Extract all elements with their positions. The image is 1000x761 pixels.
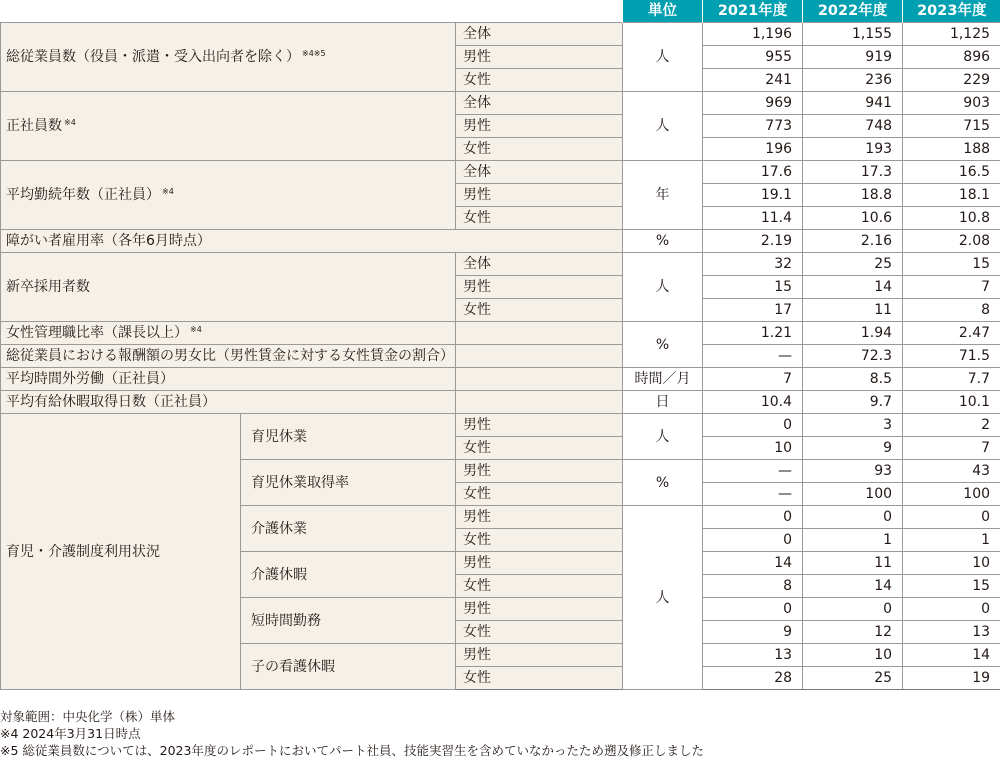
value-cell: 93 bbox=[803, 460, 903, 483]
row-label-pay-ratio: 総従業員における報酬額の男女比（男性賃金に対する女性賃金の割合） bbox=[1, 345, 456, 368]
gender-label: 男性 bbox=[456, 184, 623, 207]
row-label-overtime: 平均時間外労働（正社員） bbox=[1, 368, 456, 391]
unit-cell: 人 bbox=[623, 23, 703, 92]
gender-label: 男性 bbox=[456, 552, 623, 575]
value-cell: 2.47 bbox=[903, 322, 1000, 345]
gender-label: 男性 bbox=[456, 644, 623, 667]
table-row bbox=[1, 322, 1000, 345]
value-cell: 11 bbox=[803, 552, 903, 575]
value-cell: 3 bbox=[803, 414, 903, 437]
value-cell: 941 bbox=[803, 92, 903, 115]
table-row bbox=[1, 92, 1000, 115]
value-cell: 1,155 bbox=[803, 23, 903, 46]
unit-cell: % bbox=[623, 322, 703, 368]
value-cell: 9 bbox=[803, 437, 903, 460]
unit-cell: % bbox=[623, 230, 703, 253]
gender-label: 女性 bbox=[456, 621, 623, 644]
table-row bbox=[1, 253, 1000, 276]
gender-label: 女性 bbox=[456, 437, 623, 460]
gender-label: 全体 bbox=[456, 161, 623, 184]
table-row bbox=[1, 345, 1000, 368]
gender-label: 男性 bbox=[456, 460, 623, 483]
row-label-employees bbox=[1, 23, 456, 92]
value-cell: 15 bbox=[903, 575, 1000, 598]
label-text: 平均勤続年数（正社員） bbox=[6, 187, 160, 203]
value-cell: 43 bbox=[903, 460, 1000, 483]
empty-cell bbox=[456, 368, 623, 391]
value-cell: — bbox=[703, 483, 803, 506]
value-cell: 100 bbox=[903, 483, 1000, 506]
value-cell: 18.1 bbox=[903, 184, 1000, 207]
value-cell: 71.5 bbox=[903, 345, 1000, 368]
value-cell: 18.8 bbox=[803, 184, 903, 207]
gender-label: 男性 bbox=[456, 276, 623, 299]
unit-cell: 時間／月 bbox=[623, 368, 703, 391]
empty-cell bbox=[456, 345, 623, 368]
value-cell: 2.08 bbox=[903, 230, 1000, 253]
value-cell: 10.4 bbox=[703, 391, 803, 414]
gender-label: 女性 bbox=[456, 138, 623, 161]
value-cell: 0 bbox=[703, 529, 803, 552]
value-cell: 25 bbox=[803, 667, 903, 690]
value-cell: 773 bbox=[703, 115, 803, 138]
table-row bbox=[1, 391, 1000, 414]
value-cell: 25 bbox=[803, 253, 903, 276]
value-cell: 19.1 bbox=[703, 184, 803, 207]
row-label-regular bbox=[1, 92, 456, 161]
value-cell: 748 bbox=[803, 115, 903, 138]
value-cell: 7 bbox=[703, 368, 803, 391]
value-cell: 903 bbox=[903, 92, 1000, 115]
unit-cell: 人 bbox=[623, 92, 703, 161]
value-cell: 32 bbox=[703, 253, 803, 276]
header-blank bbox=[1, 0, 623, 23]
empty-cell bbox=[456, 322, 623, 345]
value-cell: 0 bbox=[803, 598, 903, 621]
gender-label: 女性 bbox=[456, 69, 623, 92]
header-row bbox=[1, 0, 1000, 23]
unit-cell: 日 bbox=[623, 391, 703, 414]
table-row bbox=[1, 368, 1000, 391]
value-cell: 12 bbox=[803, 621, 903, 644]
unit-cell: 人 bbox=[623, 506, 703, 690]
value-cell: 196 bbox=[703, 138, 803, 161]
sublabel-short-hours: 短時間勤務 bbox=[241, 598, 456, 644]
gender-label: 女性 bbox=[456, 483, 623, 506]
unit-cell: 人 bbox=[623, 414, 703, 460]
value-cell: 8 bbox=[903, 299, 1000, 322]
footnote-scope: 対象範囲：中央化学（株）単体 bbox=[0, 709, 176, 724]
value-cell: 9 bbox=[703, 621, 803, 644]
value-cell: 10.8 bbox=[903, 207, 1000, 230]
sublabel-parental-rate: 育児休業取得率 bbox=[241, 460, 456, 506]
value-cell: 7 bbox=[903, 437, 1000, 460]
value-cell: 8.5 bbox=[803, 368, 903, 391]
value-cell: 919 bbox=[803, 46, 903, 69]
row-label-women-mgr bbox=[1, 322, 456, 345]
gender-label: 全体 bbox=[456, 23, 623, 46]
header-year-2022: 2022年度 bbox=[803, 0, 903, 23]
gender-label: 女性 bbox=[456, 299, 623, 322]
table-row bbox=[1, 23, 1000, 46]
value-cell: 10 bbox=[903, 552, 1000, 575]
value-cell: 715 bbox=[903, 115, 1000, 138]
gender-label: 女性 bbox=[456, 529, 623, 552]
value-cell: 17.6 bbox=[703, 161, 803, 184]
sublabel-care-days: 介護休暇 bbox=[241, 552, 456, 598]
unit-cell: 年 bbox=[623, 161, 703, 230]
value-cell: 15 bbox=[903, 253, 1000, 276]
row-label-childcare: 育児・介護制度利用状況 bbox=[1, 414, 241, 690]
header-year-2023: 2023年度 bbox=[903, 0, 1000, 23]
value-cell: 14 bbox=[803, 276, 903, 299]
value-cell: 17 bbox=[703, 299, 803, 322]
footnote-mark: ※4 bbox=[190, 325, 202, 334]
footnote-5: ※5 総従業員数については、2023年度のレポートにおいてパート社員、技能実習生を含めていなかったため遡及修正しました bbox=[0, 743, 704, 758]
value-cell: 11 bbox=[803, 299, 903, 322]
value-cell: 13 bbox=[903, 621, 1000, 644]
value-cell: 14 bbox=[703, 552, 803, 575]
gender-label: 男性 bbox=[456, 46, 623, 69]
value-cell: — bbox=[703, 345, 803, 368]
value-cell: 1.21 bbox=[703, 322, 803, 345]
value-cell: 955 bbox=[703, 46, 803, 69]
value-cell: 19 bbox=[903, 667, 1000, 690]
row-label-newgrad: 新卒採用者数 bbox=[1, 253, 456, 322]
value-cell: 2.16 bbox=[803, 230, 903, 253]
value-cell: 9.7 bbox=[803, 391, 903, 414]
value-cell: 1,196 bbox=[703, 23, 803, 46]
gender-label: 女性 bbox=[456, 667, 623, 690]
value-cell: 0 bbox=[703, 506, 803, 529]
label-text: 女性管理職比率（課長以上） bbox=[6, 325, 188, 341]
value-cell: 10 bbox=[703, 437, 803, 460]
gender-label: 女性 bbox=[456, 575, 623, 598]
value-cell: 0 bbox=[803, 506, 903, 529]
table-row bbox=[1, 161, 1000, 184]
empty-cell bbox=[456, 391, 623, 414]
value-cell: 1 bbox=[903, 529, 1000, 552]
value-cell: 0 bbox=[703, 598, 803, 621]
gender-label: 男性 bbox=[456, 506, 623, 529]
value-cell: 10.1 bbox=[903, 391, 1000, 414]
value-cell: 896 bbox=[903, 46, 1000, 69]
row-label-paid-leave: 平均有給休暇取得日数（正社員） bbox=[1, 391, 456, 414]
sublabel-care-leave: 介護休業 bbox=[241, 506, 456, 552]
value-cell: 2.19 bbox=[703, 230, 803, 253]
gender-label: 全体 bbox=[456, 253, 623, 276]
gender-label: 男性 bbox=[456, 414, 623, 437]
gender-label: 全体 bbox=[456, 92, 623, 115]
value-cell: 8 bbox=[703, 575, 803, 598]
header-year-2021: 2021年度 bbox=[703, 0, 803, 23]
unit-cell: 人 bbox=[623, 253, 703, 322]
value-cell: 10 bbox=[803, 644, 903, 667]
value-cell: 1,125 bbox=[903, 23, 1000, 46]
label-text: 正社員数 bbox=[6, 118, 62, 134]
table-row bbox=[1, 230, 1000, 253]
gender-label: 男性 bbox=[456, 115, 623, 138]
row-label-disability: 障がい者雇用率（各年6月時点） bbox=[1, 230, 623, 253]
value-cell: 100 bbox=[803, 483, 903, 506]
value-cell: 236 bbox=[803, 69, 903, 92]
value-cell: 0 bbox=[703, 414, 803, 437]
sublabel-sick-child: 子の看護休暇 bbox=[241, 644, 456, 690]
row-label-tenure bbox=[1, 161, 456, 230]
header-unit: 単位 bbox=[623, 0, 703, 23]
label-text: 総従業員数（役員・派遣・受入出向者を除く） bbox=[6, 49, 300, 65]
value-cell: 969 bbox=[703, 92, 803, 115]
value-cell: 7.7 bbox=[903, 368, 1000, 391]
value-cell: 16.5 bbox=[903, 161, 1000, 184]
value-cell: 14 bbox=[903, 644, 1000, 667]
unit-cell: % bbox=[623, 460, 703, 506]
value-cell: 1 bbox=[803, 529, 903, 552]
value-cell: 0 bbox=[903, 598, 1000, 621]
footnote-mark: ※4 bbox=[64, 118, 76, 127]
value-cell: 7 bbox=[903, 276, 1000, 299]
value-cell: 10.6 bbox=[803, 207, 903, 230]
value-cell: 28 bbox=[703, 667, 803, 690]
value-cell: 11.4 bbox=[703, 207, 803, 230]
footnote-mark: ※4※5 bbox=[302, 49, 326, 58]
value-cell: 2 bbox=[903, 414, 1000, 437]
sublabel-parental-leave: 育児休業 bbox=[241, 414, 456, 460]
value-cell: 188 bbox=[903, 138, 1000, 161]
value-cell: 193 bbox=[803, 138, 903, 161]
value-cell: 1.94 bbox=[803, 322, 903, 345]
value-cell: — bbox=[703, 460, 803, 483]
gender-label: 男性 bbox=[456, 598, 623, 621]
value-cell: 0 bbox=[903, 506, 1000, 529]
value-cell: 241 bbox=[703, 69, 803, 92]
value-cell: 13 bbox=[703, 644, 803, 667]
footnotes bbox=[0, 708, 704, 759]
value-cell: 15 bbox=[703, 276, 803, 299]
footnote-4: ※4 2024年3月31日時点 bbox=[0, 726, 141, 741]
value-cell: 17.3 bbox=[803, 161, 903, 184]
table-row bbox=[1, 414, 1000, 437]
value-cell: 72.3 bbox=[803, 345, 903, 368]
value-cell: 14 bbox=[803, 575, 903, 598]
value-cell: 229 bbox=[903, 69, 1000, 92]
footnote-mark: ※4 bbox=[162, 187, 174, 196]
gender-label: 女性 bbox=[456, 207, 623, 230]
